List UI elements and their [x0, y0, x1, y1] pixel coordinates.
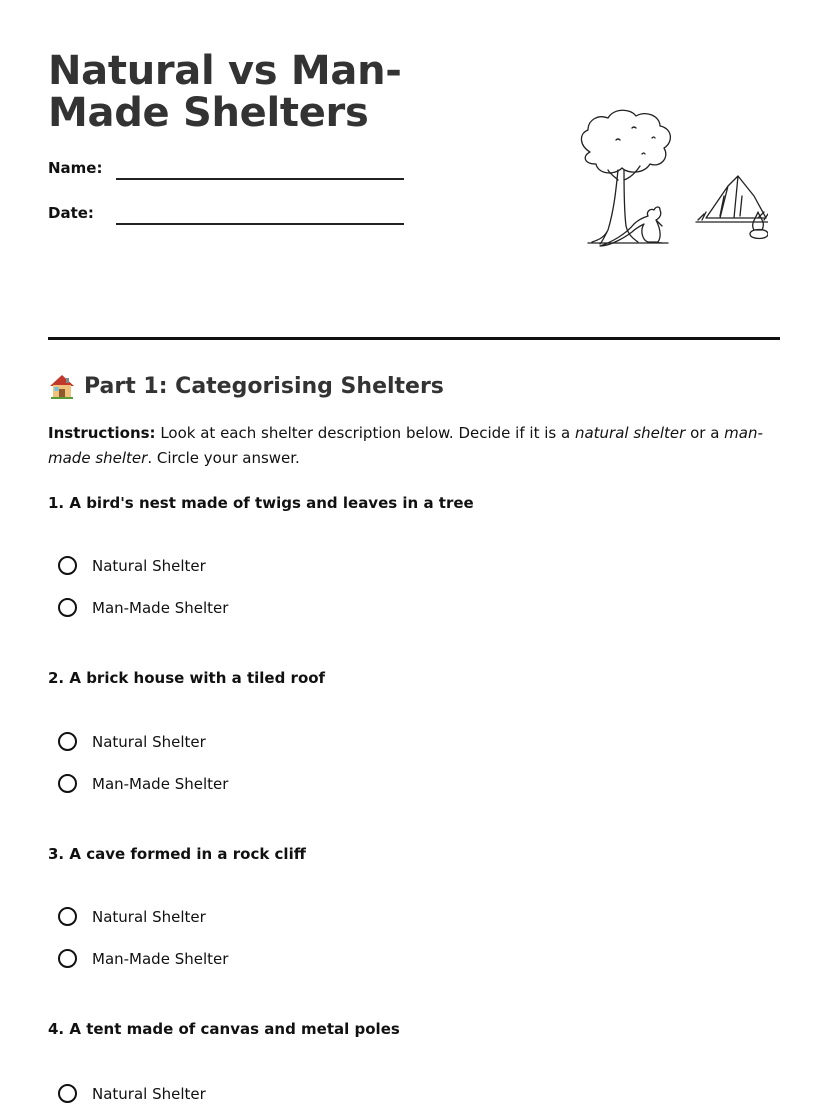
option-natural[interactable] [58, 732, 206, 751]
option-label: Natural Shelter [92, 556, 206, 575]
option-label: Man-Made Shelter [92, 949, 229, 968]
tree-canopy [581, 110, 670, 173]
question-4 [48, 1020, 780, 1103]
radio-circle[interactable] [58, 774, 77, 793]
radio-circle[interactable] [58, 732, 77, 751]
option-label: Natural Shelter [92, 907, 206, 926]
part1-heading [48, 372, 444, 400]
option-natural[interactable] [58, 1084, 206, 1103]
option-label: Natural Shelter [92, 732, 206, 751]
option-natural[interactable] [58, 907, 206, 926]
question-text: 2. A brick house with a tiled roof [48, 669, 326, 687]
house-icon [48, 372, 76, 400]
option-natural[interactable] [58, 556, 206, 575]
radio-circle[interactable] [58, 1084, 77, 1103]
name-write-line[interactable] [116, 178, 404, 180]
instructions-manmade: man-made shelter [48, 424, 763, 467]
question-text: 1. A bird's nest made of twigs and leaves in a tree [48, 494, 474, 512]
section-divider [48, 337, 780, 340]
question-text: 4. A tent made of canvas and metal poles [48, 1020, 400, 1038]
option-man-made[interactable] [58, 949, 228, 968]
part1-heading-text: Part 1: Categorising Shelters [84, 373, 444, 399]
option-man-made[interactable] [58, 598, 228, 617]
option-label: Natural Shelter [92, 1084, 206, 1103]
date-write-line[interactable] [116, 223, 404, 225]
question-text: 3. A cave formed in a rock cliff [48, 845, 306, 863]
instructions [48, 421, 780, 471]
question-2 [48, 669, 780, 793]
radio-circle[interactable] [58, 949, 77, 968]
option-man-made[interactable] [58, 774, 228, 793]
option-label: Man-Made Shelter [92, 774, 229, 793]
worksheet-title: Natural vs Man-Made Shelters [48, 48, 402, 136]
tree-trunk [592, 166, 640, 244]
radio-circle[interactable] [58, 907, 77, 926]
question-1 [48, 494, 780, 617]
radio-circle[interactable] [58, 598, 77, 617]
option-label: Man-Made Shelter [92, 598, 229, 617]
instructions-text: or a [685, 424, 725, 442]
name-field [48, 159, 116, 177]
shelter-illustration [528, 100, 768, 260]
instructions-label: Instructions: [48, 424, 156, 442]
instructions-text: . Circle your answer. [147, 449, 300, 467]
instructions-natural: natural shelter [574, 424, 686, 442]
date-field [48, 204, 116, 222]
question-3 [48, 845, 780, 968]
radio-circle[interactable] [58, 556, 77, 575]
instructions-text: Look at each shelter description below. Decide if it is a [155, 424, 575, 442]
date-label: Date: [48, 204, 94, 222]
name-label: Name: [48, 159, 103, 177]
